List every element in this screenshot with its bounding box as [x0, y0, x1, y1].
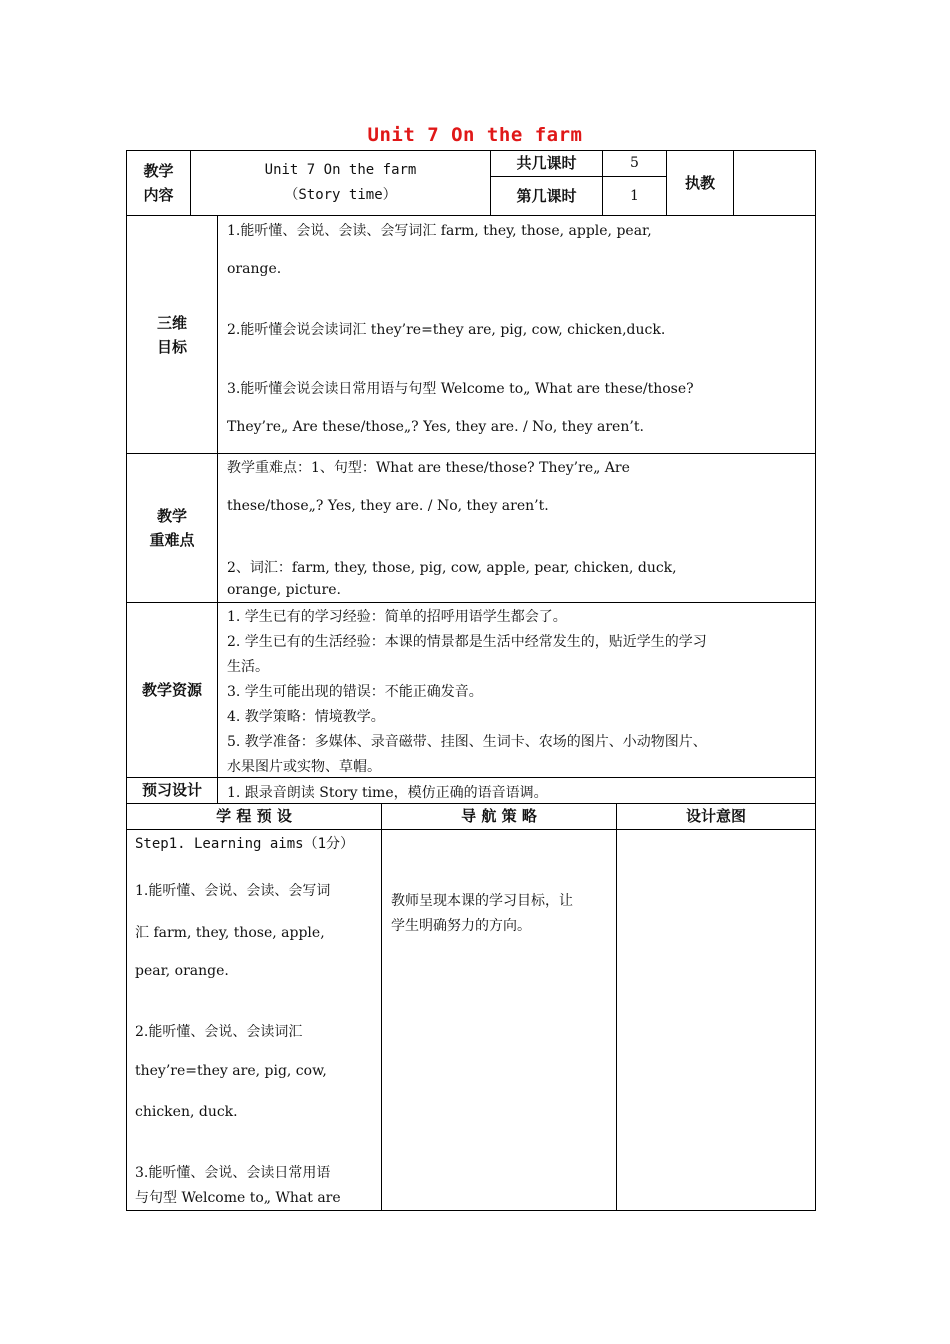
- step1-line-6: chicken, duck.: [135, 1104, 238, 1120]
- total-lessons-label: 共几课时: [516, 154, 577, 172]
- step1-line-1: 1.能听懂、会说、会读、会写词: [135, 883, 331, 899]
- teacher-label: 执教: [684, 173, 715, 192]
- step1-line-3: pear, orange.: [135, 963, 229, 979]
- key-points-line-3: 2、词汇：farm, they, those, pig, cow, apple, pear, chicken, duck,: [227, 560, 677, 576]
- key-points-line-2: these/those„? Yes, they are. / No, they aren’t.: [227, 498, 549, 514]
- preview-text: 1. 跟录音朗读 Story time，模仿正确的语音语调。: [227, 785, 548, 801]
- preview-label: 预习设计: [141, 781, 202, 799]
- column-header-intent: 设计意图: [685, 807, 746, 825]
- resources-line-5: 4. 教学策略：情境教学。: [227, 709, 385, 725]
- lesson-number-label: 第几课时: [516, 186, 577, 205]
- lesson-number-value: 1: [630, 187, 639, 204]
- key-points-line-4: orange, picture.: [227, 582, 341, 598]
- resources-line-3: 生活。: [227, 659, 269, 675]
- step1-line-2: 汇 farm, they, those, apple,: [135, 925, 325, 941]
- step1-line-8: 与句型 Welcome to„ What are: [135, 1190, 341, 1206]
- step1-heading: Step1. Learning aims（1分）: [135, 836, 355, 852]
- total-lessons-value: 5: [630, 155, 639, 171]
- goals-line-4: 3.能听懂会说会读日常用语与句型 Welcome to„ What are these/those?: [227, 381, 694, 397]
- column-header-strategy: 导 航 策 略: [461, 807, 537, 825]
- resources-line-2: 2. 学生已有的生活经验：本课的情景都是生活中经常发生的，贴近学生的学习: [227, 634, 707, 650]
- goals-line-3: 2.能听懂会说会读词汇 they’re=they are, pig, cow, chicken,duck.: [227, 322, 666, 338]
- page-title: Unit 7 On the farm: [367, 124, 583, 146]
- step1-line-5: they’re=they are, pig, cow,: [135, 1063, 327, 1079]
- resources-line-6: 5. 教学准备：多媒体、录音磁带、挂图、生词卡、农场的图片、小动物图片、: [227, 734, 707, 750]
- step1-line-4: 2.能听懂、会说、会读词汇: [135, 1024, 303, 1040]
- content-label-line-1: 教学: [143, 162, 174, 180]
- key-points-label-line-1: 教学: [156, 507, 187, 525]
- key-points-line-1: 教学重难点：1、句型：What are these/those? They’re„ Are: [227, 460, 630, 476]
- unit-title: Unit 7 On the farm: [264, 162, 417, 178]
- strategy-line-2: 学生明确努力的方向。: [391, 918, 531, 934]
- key-points-label: [127, 454, 217, 602]
- resources-line-1: 1. 学生已有的学习经验：简单的招呼用语学生都会了。: [227, 609, 567, 625]
- resources-label: 教学资源: [141, 680, 202, 699]
- goals-line-2: orange.: [227, 261, 282, 277]
- goals-line-5: They’re„ Are these/those„? Yes, they are. / No, they aren’t.: [227, 419, 644, 435]
- content-label-line-2: 内容: [143, 186, 174, 204]
- goals-label: [127, 216, 217, 453]
- teacher-value: [734, 151, 815, 215]
- goals-label-line-1: 三维: [156, 313, 187, 332]
- strategy-line-1: 教师呈现本课的学习目标，让: [391, 893, 573, 909]
- content-value: [191, 151, 490, 215]
- step1-line-7: 3.能听懂、会说、会读日常用语: [135, 1165, 331, 1181]
- column-header-process: 学 程 预 设: [216, 807, 292, 825]
- resources-line-4: 3. 学生可能出现的错误：不能正确发音。: [227, 684, 483, 700]
- content-label: [127, 151, 190, 215]
- resources-line-7: 水果图片或实物、草帽。: [227, 759, 381, 775]
- story-time: （Story time）: [284, 187, 397, 203]
- goals-line-1: 1.能听懂、会说、会读、会写词汇 farm, they, those, apple, pear,: [227, 223, 652, 239]
- goals-label-line-2: 目标: [156, 337, 187, 356]
- key-points-label-line-2: 重难点: [149, 531, 195, 549]
